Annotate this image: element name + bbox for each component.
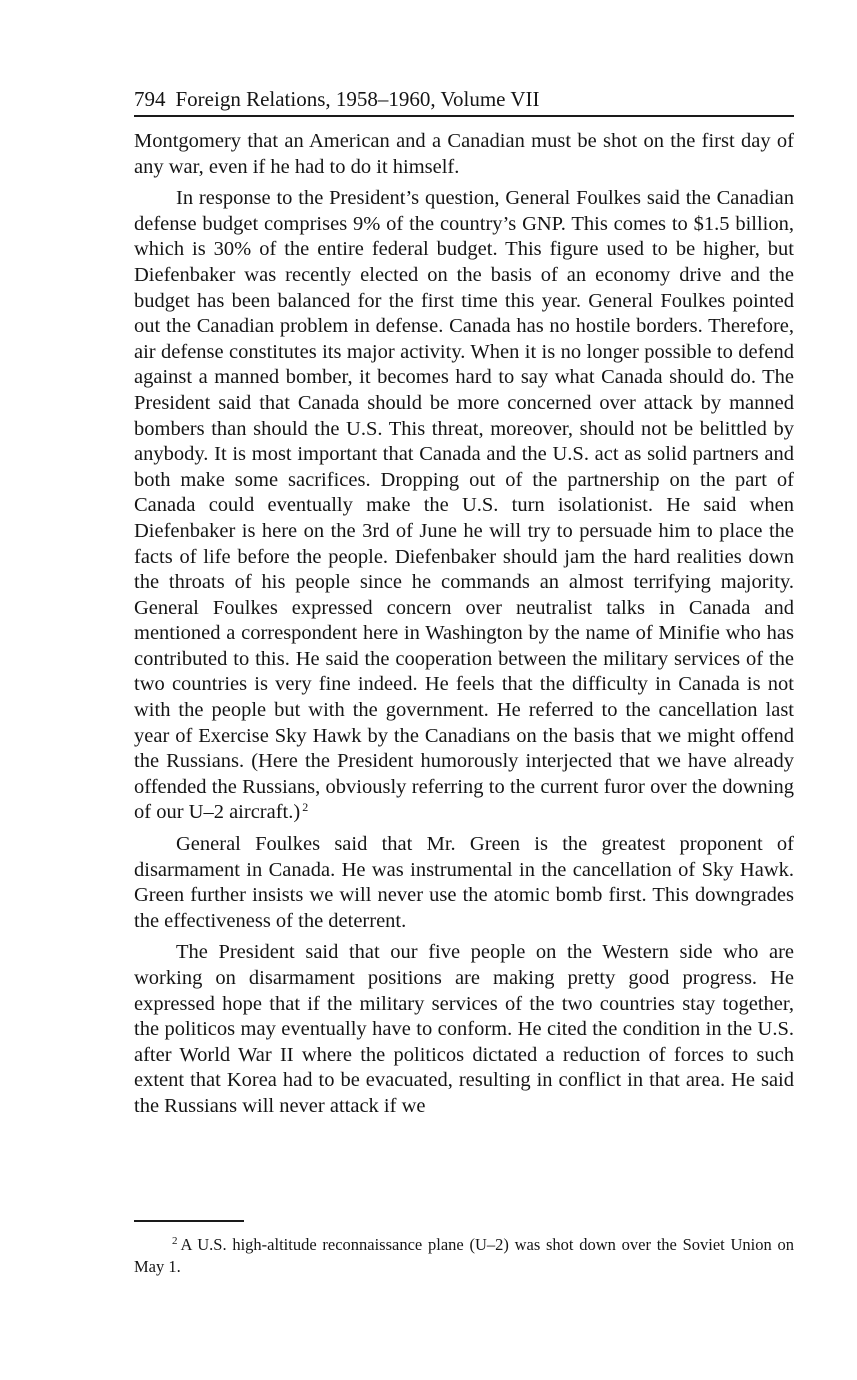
footnote-number: 2: [172, 1234, 178, 1247]
running-head: [134, 86, 794, 117]
paragraph: General Foulkes said that Mr. Green is the greatest proponent of disarmament in Canada. He was instrumental in the cancellation of Sky Hawk. Green further insists we will never use the atomic bomb first. This downgrades the effectiveness of the deterrent.: [134, 833, 794, 932]
body-text: [134, 129, 794, 1120]
page-number: 794: [134, 87, 166, 111]
paragraph-text: In response to the President’s question, General Foulkes said the Canadian defense budget comprises 9% of the country’s GNP. This comes to $1.5 billion, which is 30% of the entire federal budget. This figure used to be higher, but Diefenbaker was recently elected on the basis of an economy drive and the budget has been balanced for the first time this year. General Foulkes pointed out the Canadian problem in defense. Canada has no hostile borders. Therefore, air defense constitutes its major activity. When it is no longer possible to defend against a manned bomber, it becomes hard to say what Canada should do. The President said that Canada should be more concerned over attack by manned bombers than should the U.S. This threat, moreover, should not be belittled by anybody. It is most important that Canada and the U.S. act as solid partners and both make some sacrifices. Dropping out of the partnership on the part of Canada could eventually make the U.S. turn isolationist. He said when Diefenbaker is here on the 3rd of June he will try to persuade him to place the facts of life before the people. Diefenbaker should jam the hard realities down the throats of his people since he commands an almost terrifying majority. General Foulkes expressed concern over neutralist talks in Canada and mentioned a correspondent here in Washington by the name of Minifie who has contributed to this. He said the cooperation between the military services of the two countries is very fine indeed. He feels that the difficulty in Canada is not with the people but with the government. He referred to the cancellation last year of Exercise Sky Hawk by the Canadians on the basis that we might offend the Russians. (Here the President humorously interjected that we have already offended the Russians, obviously referring to the current furor over the downing of our U–2 aircraft.): [134, 187, 794, 824]
footnote: [134, 1234, 794, 1278]
running-title: Foreign Relations, 1958–1960, Volume VII: [175, 87, 540, 111]
footnote-text: A U.S. high-altitude reconnaissance plane (U–2) was shot down over the Soviet Union on May 1.: [134, 1235, 794, 1276]
page: [134, 86, 794, 1120]
paragraph: [134, 186, 794, 826]
footnote-divider: [134, 1220, 244, 1222]
paragraph-continued: Montgomery that an American and a Canadian must be shot on the first day of any war, even if he had to do it himself.: [134, 130, 794, 178]
paragraph: The President said that our five people on the Western side who are working on disarmament positions are making pretty good progress. He expressed hope that if the military services of the two countries stay together, the politicos may eventually have to conform. He cited the condition in the U.S. after World War II where the politicos dictated a reduction of forces to such extent that Korea had to be evacuated, resulting in conflict in that area. He said the Russians will never attack if we: [134, 941, 794, 1117]
footnote-reference: 2: [302, 799, 309, 814]
